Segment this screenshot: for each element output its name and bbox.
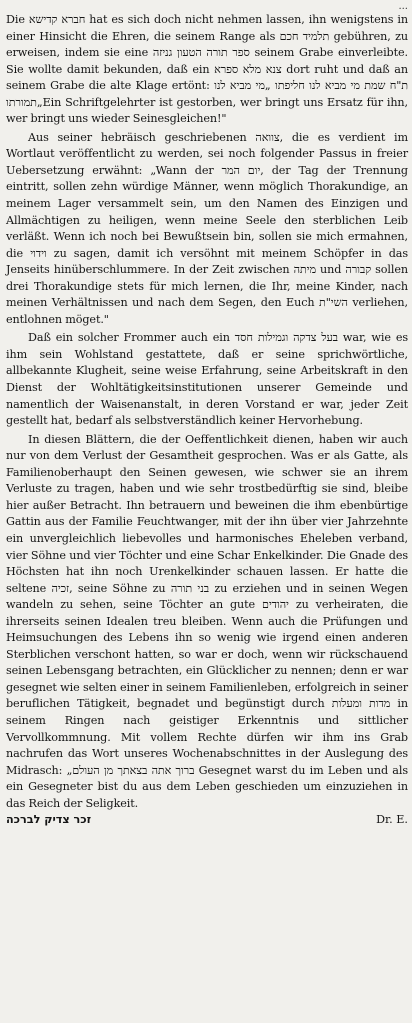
closing-formula: זכר צדיק לברכה: [6, 813, 92, 827]
paragraph-chevra-kadisha: Die חברא קדישא hat es sich doch nicht nehmen lassen, ihn wenigstens in einer Hinsicht die Ehren, die seinem Range als תלמיד חכם gebühren, zu erweisen, indem sie eine ספר תורה הטעון גניזה seinem Grabe einverleibte. Sie wollte damit bekunden, daß ein צנא מלא ספרא dort ruht und daß an seinem Grabe die alte Klage ertönt: ת"ח שמת מי מביא לנו חליפתו „מי מביא לנו תמורתו„Ein Schriftgelehrter ist gestorben, wer bringt uns Ersatz für ihn, wer bringt uns wieder Seinesgleichen!": [6, 13, 409, 126]
paragraph-testament: Aus seiner hebräisch geschriebenen צוואה, die es verdient im Wortlaut veröffentlicht zu werden, sei noch folgender Passus in freier Uebersetzung erwähnt: „Wann der יום המר, der Tag der Trennung eintritt, sollen zehn würdige Männer, wenn möglich Thorakundige, an meinem Lager versammelt sein, um den Namen des Einzigen und Allmächtigen zu heiligen, wenn meine Seele den sterblichen Leib verläßt. Wenn ich noch bei Bewußtsein bin, sollen sie mich ermahnen, die וידוי zu sagen, damit ich versöhnt mit meinem Schöpfer in das Jenseits hinüberschlummere. In der Zeit zwischen מיתה und קבורה sollen drei Thorakundige stets für mich lernen, die Ihr, meine Kinder, nach meinen Verhältnissen und nach dem Segen, den Euch השי"ת verliehen, entlohnen möget.": [6, 130, 408, 326]
paragraph-charity: Daß ein solcher Frommer auch ein בעל צדקה וגמילות חסד war, wie es ihm sein Wohlstand gestattete, daß er seine sprichwörtliche, allbekannte Klugheit, seine weise Erfahrung, seine Arbeitskraft in den Dienst der Wohltätigkeitsinstitutionen unserer Gemeinde und namentlich der Waisenanstalt, in deren Vorstand er war, jeder Zeit gestellt hat, bedarf als selbstverständlich keiner Hervorhebung.: [6, 331, 408, 428]
author-signature: Dr. E.: [376, 813, 408, 827]
paragraph-family: In diesen Blättern, die der Oeffentlichkeit dienen, haben wir auch nur von dem Verlust der Gesamtheit gesprochen. Was er als Gatte, als Familienoberhaupt den Seinen gewesen, wie schwer sie an ihrem Verluste zu tragen, haben und wie sehr trostbedürftig sie sind, bleibe hier außer Betracht. Ihn betrauern und beweinen die ihm ebenbürtige Gattin aus der Familie Feuchtwanger, mit der ihn über vier Jahrzehnte ein unvergleichlich liebevolles und harmonisches Eheleben verband, vier Söhne und vier Töchter und eine Schar Enkelkinder. Die Gnade des Höchsten hat ihn noch Urenkelkinder schauen lassen. Er hatte die seltene זכיה, seine Söhne zu בני תורה zu erziehen und in seinen Wegen wandeln zu sehen, seine Töchter an gute יהודים zu verheiraten, die ihrerseits seinen Idealen treu bleiben. Wenn auch die Prüfungen und Heimsuchungen des Lebens ihn so wenig wie irgend einen anderen Sterblichen verschont hatten, so war er doch, wenn wir rückschauend seinen Lebensgang betrachten, ein Glücklicher zu nennen; denn er war gesegnet wie selten einer in seinem Familienleben, erfolgreich in seiner beruflichen Tätigkeit, begnadet und begünstigt durch מדות ומעלות in seinem Ringen nach geistiger Erkenntnis und sittlicher Vervollkommnung. Mit vollem Rechte dürfen wir ihm ins Grab nachrufen das Wort unseres Wochenabschnittes in der Auslegung des Midrasch: „ברוך אתה בצאתך מן העולם Gesegnet warst du im Leben und als ein Gesegneter bist du aus dem Leben geschieden um einzuziehen in das Reich der Seligkeit.: [6, 432, 409, 810]
cut-off-top-line: ...: [398, 2, 408, 12]
signature-row: [6, 812, 408, 829]
